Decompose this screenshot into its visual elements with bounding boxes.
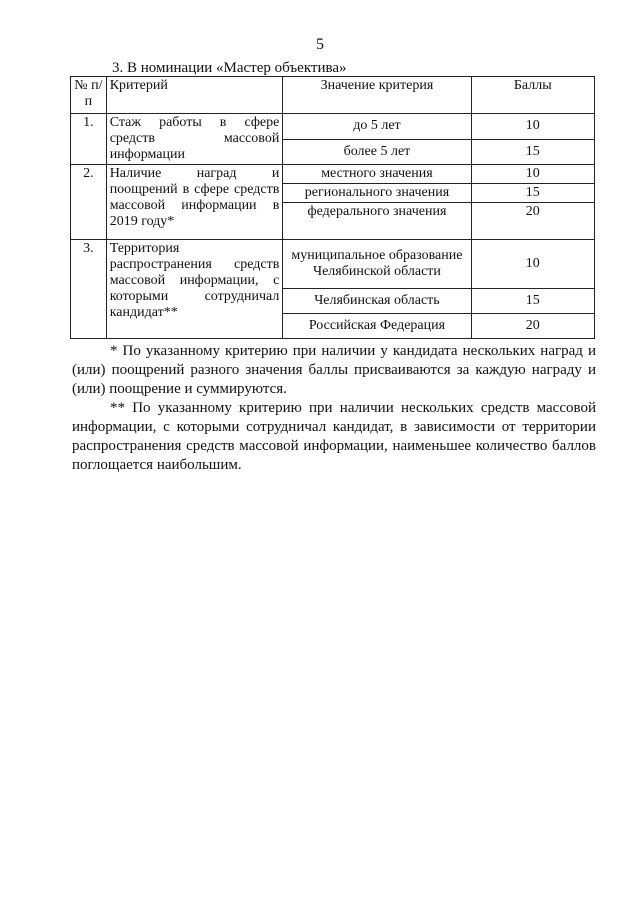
page-number: 5 [316,36,324,53]
table-row [71,240,595,289]
footnote-double-asterisk: ** По указанному критерию при наличии нескольких средств массовой информации, с которыми сотрудничал кандидат, в зависимости от территории распространения средств массовой информации, наименьшее количество баллов поглощается наибольшим. [72,400,596,473]
criterion-value: более 5 лет [283,139,471,165]
row-number: 1. [71,114,107,165]
table-header-row [71,77,595,114]
criterion-points: 10 [471,240,594,289]
header-points: Баллы [471,77,594,114]
criterion-value: Российская Федерация [283,314,471,339]
criteria-table [70,76,595,339]
header-criterion: Критерий [106,77,283,114]
footnote-single-asterisk: * По указанному критерию при наличии у кандидата нескольких наград и (или) поощрений разного значения баллы присваиваются за каждую награду и (или) поощрение и суммируются. [72,343,596,397]
criterion-points: 15 [471,139,594,165]
criterion-value: муниципальное образование Челябинской области [283,240,471,289]
row-criterion: Стаж работы в сфере средств массовой информации [106,114,283,165]
table-row [71,165,595,184]
row-criterion: Территория распространения средств массовой информации, с которыми сотрудничал кандидат** [106,240,283,339]
criterion-points: 10 [471,165,594,184]
criterion-points: 20 [471,203,594,240]
criterion-value: Челябинская область [283,289,471,314]
header-number: № п/п [71,77,107,114]
criterion-value: до 5 лет [283,114,471,140]
criterion-value: регионального значения [283,184,471,203]
row-criterion: Наличие наград и поощрений в сфере средств массовой информации в 2019 году* [106,165,283,240]
criterion-points: 20 [471,314,594,339]
criterion-value: федерального значения [283,203,471,240]
row-number: 2. [71,165,107,240]
criterion-value: местного значения [283,165,471,184]
header-value: Значение критерия [283,77,471,114]
table-row [71,114,595,140]
criterion-points: 15 [471,184,594,203]
criterion-points: 10 [471,114,594,140]
section-title: 3. В номинации «Мастер объектива» [112,60,347,76]
criterion-points: 15 [471,289,594,314]
row-number: 3. [71,240,107,339]
footnotes [72,342,596,475]
